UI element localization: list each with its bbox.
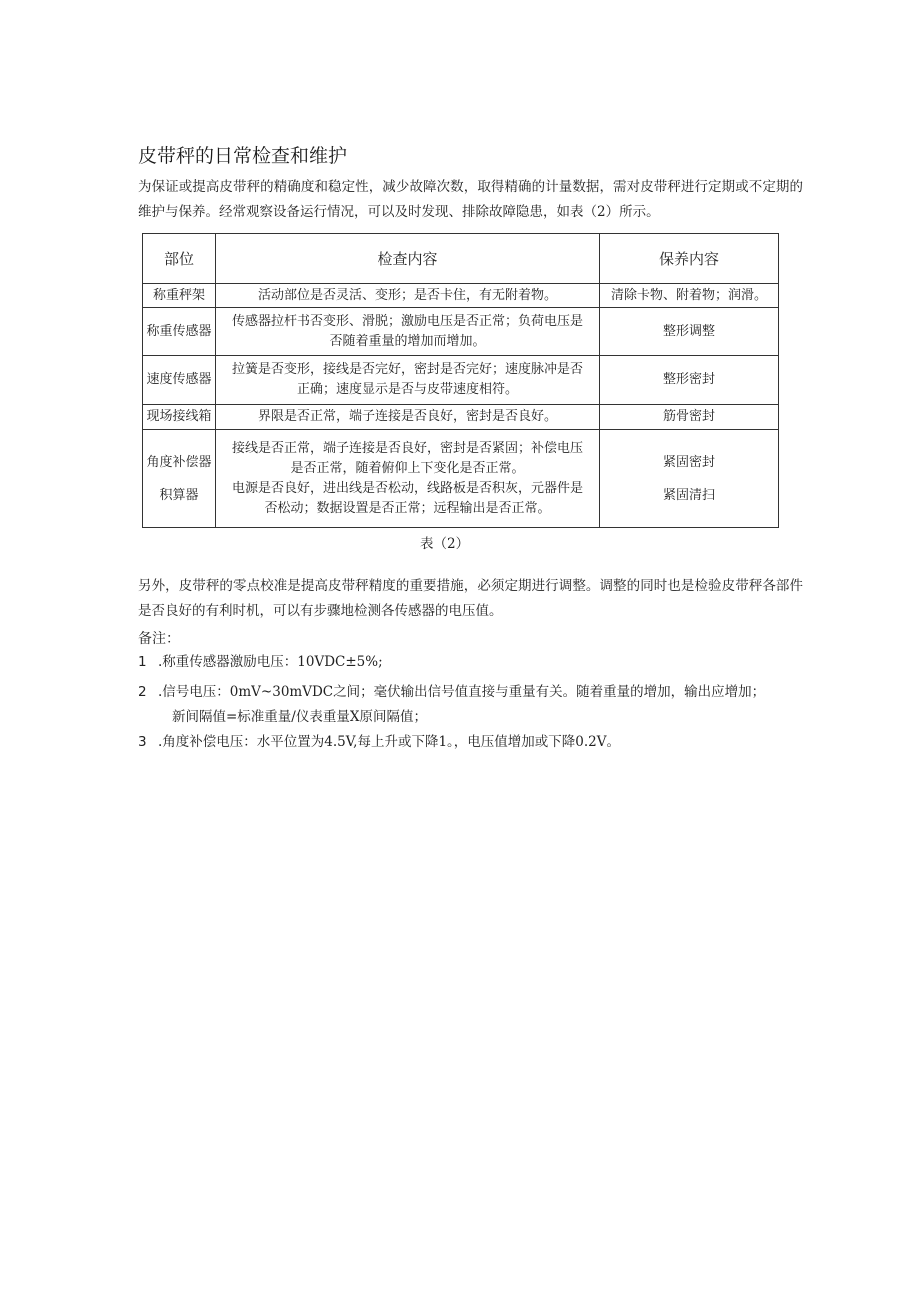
note-item xyxy=(138,730,808,755)
header-check: 检查内容 xyxy=(216,234,600,284)
cell-maintain: 清除卡物、附着物；润滑。 xyxy=(600,284,779,308)
intro-paragraph: 为保证或提高皮带秤的精确度和稳定性，减少故障次数，取得精确的计量数据，需对皮带秤进行定期或不定期的维护与保养。经常观察设备运行情况，可以及时发现、排除故障隐患，如表（2）所示。 xyxy=(138,179,803,220)
cell-part: 现场接线箱 xyxy=(143,405,216,430)
cell-maintain: 整形密封 xyxy=(600,356,779,405)
cell-maintain: 筋骨密封 xyxy=(600,405,779,430)
note-number: 1 xyxy=(138,654,147,670)
note-text: .信号电压：0mV~30mVDC之间；毫伏输出信号值直接与重量有关。随着重量的增加，输出应增加； xyxy=(158,684,766,700)
maintenance-table xyxy=(142,233,779,528)
check-line: 传感器拉杆书否变形、滑脱；激励电压是否正常；负荷电压是 xyxy=(231,313,583,329)
cell-part: 称重秤架 xyxy=(143,284,216,308)
cell-part: 速度传感器 xyxy=(143,356,216,405)
note-item xyxy=(138,680,808,730)
table-row xyxy=(143,356,779,405)
check-line: 否随着重量的增加而增加。 xyxy=(329,333,486,349)
notes-title: 备注： xyxy=(138,631,180,647)
note-text: .角度补偿电压：水平位置为4.5V,每上升或下降1。，电压值增加或下降0.2V。 xyxy=(158,734,620,750)
check-line: 电源是否良好，进出线是否松动，线路板是否积灰，元器件是 xyxy=(231,480,583,496)
table-row xyxy=(143,405,779,430)
cell-check xyxy=(216,308,600,356)
cell-check: 活动部位是否灵活、变形；是否卡住，有无附着物。 xyxy=(216,284,600,308)
check-line: 否松动；数据设置是否正常；远程输出是否正常。 xyxy=(264,500,551,516)
header-part: 部位 xyxy=(143,234,216,284)
page-title: 皮带秤的日常检查和维护 xyxy=(138,145,348,167)
note-text: .称重传感器激励电压：10VDC±5%; xyxy=(158,654,383,670)
cell-check: 界限是否正常，端子连接是否良好，密封是否良好。 xyxy=(216,405,600,430)
cell-part-merged xyxy=(143,430,216,528)
cell-check-merged xyxy=(216,430,600,528)
note-number: 3 xyxy=(138,734,147,750)
table-row-merged xyxy=(143,430,779,528)
maintain-label: 紧固密封 xyxy=(662,454,715,470)
check-line: 正确；速度显示是否与皮带速度相符。 xyxy=(296,382,518,397)
note-text: 新间隔值=标准重量/仪表重量X原间隔值； xyxy=(172,709,427,725)
check-line: 接线是否正常，端子连接是否良好，密封是否紧固；补偿电压 xyxy=(231,440,583,456)
cell-check xyxy=(216,356,600,405)
part-label: 积算器 xyxy=(159,487,199,503)
table-row xyxy=(143,308,779,356)
cell-maintain-merged xyxy=(600,430,779,528)
check-line: 拉簧是否变形，接线是否完好，密封是否完好；速度脉冲是否 xyxy=(231,362,583,377)
table-header-row xyxy=(143,234,779,284)
note-item xyxy=(138,650,808,675)
note-number: 2 xyxy=(138,684,147,700)
header-maintain: 保养内容 xyxy=(600,234,779,284)
table-caption: 表（2） xyxy=(420,536,470,552)
table-row xyxy=(143,284,779,308)
maintain-label: 紧固清扫 xyxy=(662,487,715,503)
part-label: 角度补偿器 xyxy=(146,454,212,470)
second-paragraph: 另外，皮带秤的零点校准是提高皮带秤精度的重要措施，必须定期进行调整。调整的同时也是检验皮带秤各部件是否良好的有利时机，可以有步骤地检测各传感器的电压值。 xyxy=(138,578,803,619)
check-line: 是否正常，随着俯仰上下变化是否正常。 xyxy=(290,460,525,476)
cell-part: 称重传感器 xyxy=(143,308,216,356)
cell-maintain: 整形调整 xyxy=(600,308,779,356)
